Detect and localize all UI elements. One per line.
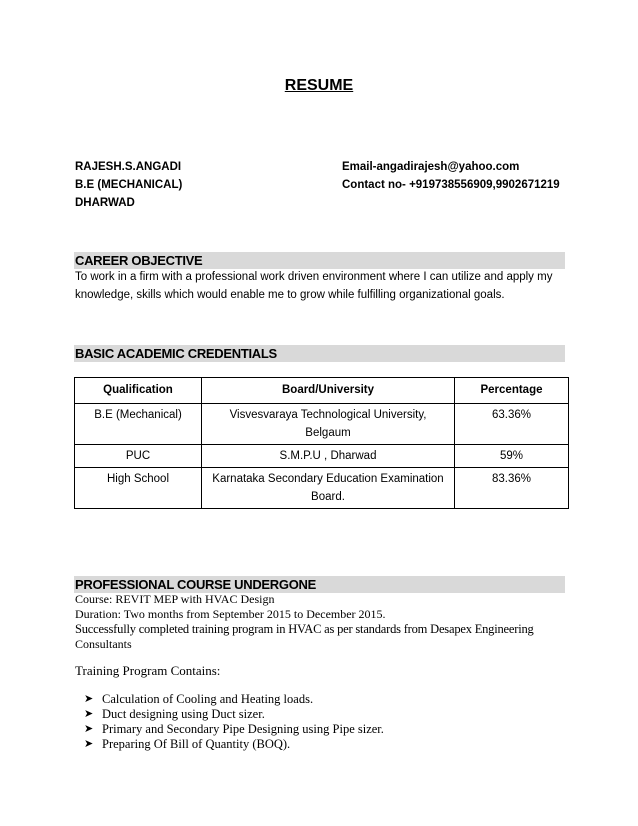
- board-line: Visvesvaraya Technological University,: [229, 409, 427, 421]
- qualification-cell: B.E (Mechanical): [75, 404, 202, 445]
- table-row: [75, 404, 569, 445]
- training-item-text: Duct designing using Duct sizer.: [102, 707, 265, 721]
- academic-table: [74, 377, 569, 509]
- course-duration: Duration: Two months from September 2015 to December 2015.: [75, 607, 386, 621]
- list-item: [84, 692, 384, 707]
- board-cell: [202, 468, 455, 509]
- academic-heading: BASIC ACADEMIC CREDENTIALS: [75, 346, 277, 361]
- board-line: S.M.P.U , Dharwad: [279, 450, 377, 462]
- course-name: Course: REVIT MEP with HVAC Design: [75, 592, 275, 606]
- page-title: RESUME: [284, 77, 354, 94]
- course-completion-line: Consultants: [75, 637, 132, 651]
- training-label: Training Program Contains:: [75, 663, 221, 678]
- training-item-text: Calculation of Cooling and Heating loads.: [102, 692, 314, 706]
- career-objective-line: knowledge, skills which would enable me to grow while fulfilling organizational goals.: [75, 289, 505, 301]
- professional-course-heading: PROFESSIONAL COURSE UNDERGONE: [75, 577, 316, 592]
- list-item: [84, 737, 384, 752]
- arrow-bullet-icon: ➤: [84, 708, 94, 720]
- table-row: [75, 468, 569, 509]
- column-header-board: Board/University: [202, 378, 455, 404]
- board-line: Board.: [311, 491, 345, 503]
- career-objective-line: To work in a firm with a professional work driven environment where I can utilize and apply my: [75, 271, 553, 283]
- professional-course-heading-bar: [74, 576, 565, 593]
- percentage-cell: 63.36%: [455, 404, 569, 445]
- table-row: [75, 445, 569, 468]
- percentage-cell: 83.36%: [455, 468, 569, 509]
- training-item-text: Preparing Of Bill of Quantity (BOQ).: [102, 737, 291, 751]
- contact-right-block: [342, 158, 560, 194]
- qualification-cell: PUC: [75, 445, 202, 468]
- arrow-bullet-icon: ➤: [84, 693, 94, 705]
- column-header-percentage: Percentage: [455, 378, 569, 404]
- training-item-text: Primary and Secondary Pipe Designing using Pipe sizer.: [102, 722, 384, 736]
- contact-left-block: [75, 158, 182, 212]
- list-item: [84, 707, 384, 722]
- board-cell: [202, 404, 455, 445]
- column-header-qualification: Qualification: [75, 378, 202, 404]
- career-objective-text: [75, 268, 552, 304]
- qualification-cell: High School: [75, 468, 202, 509]
- professional-course-details: [75, 592, 534, 652]
- candidate-phone: Contact no- +919738556909,9902671219: [342, 179, 560, 191]
- arrow-bullet-icon: ➤: [84, 723, 94, 735]
- board-cell: [202, 445, 455, 468]
- board-line: Belgaum: [305, 427, 351, 439]
- board-line: Karnataka Secondary Education Examination: [212, 473, 444, 485]
- percentage-cell: 59%: [455, 445, 569, 468]
- course-completion-line: Successfully completed training program in HVAC as per standards from Desapex Engineering: [75, 622, 534, 636]
- arrow-bullet-icon: ➤: [84, 738, 94, 750]
- candidate-city: DHARWAD: [75, 197, 135, 209]
- table-header-row: [75, 378, 569, 404]
- career-objective-heading-bar: [74, 252, 565, 269]
- academic-heading-bar: [74, 345, 565, 362]
- candidate-degree: B.E (MECHANICAL): [75, 179, 183, 191]
- candidate-name: RAJESH.S.ANGADI: [75, 161, 182, 173]
- training-items-list: [84, 692, 384, 752]
- list-item: [84, 722, 384, 737]
- career-objective-heading: CAREER OBJECTIVE: [75, 253, 203, 268]
- candidate-email: Email-angadirajesh@yahoo.com: [342, 161, 520, 173]
